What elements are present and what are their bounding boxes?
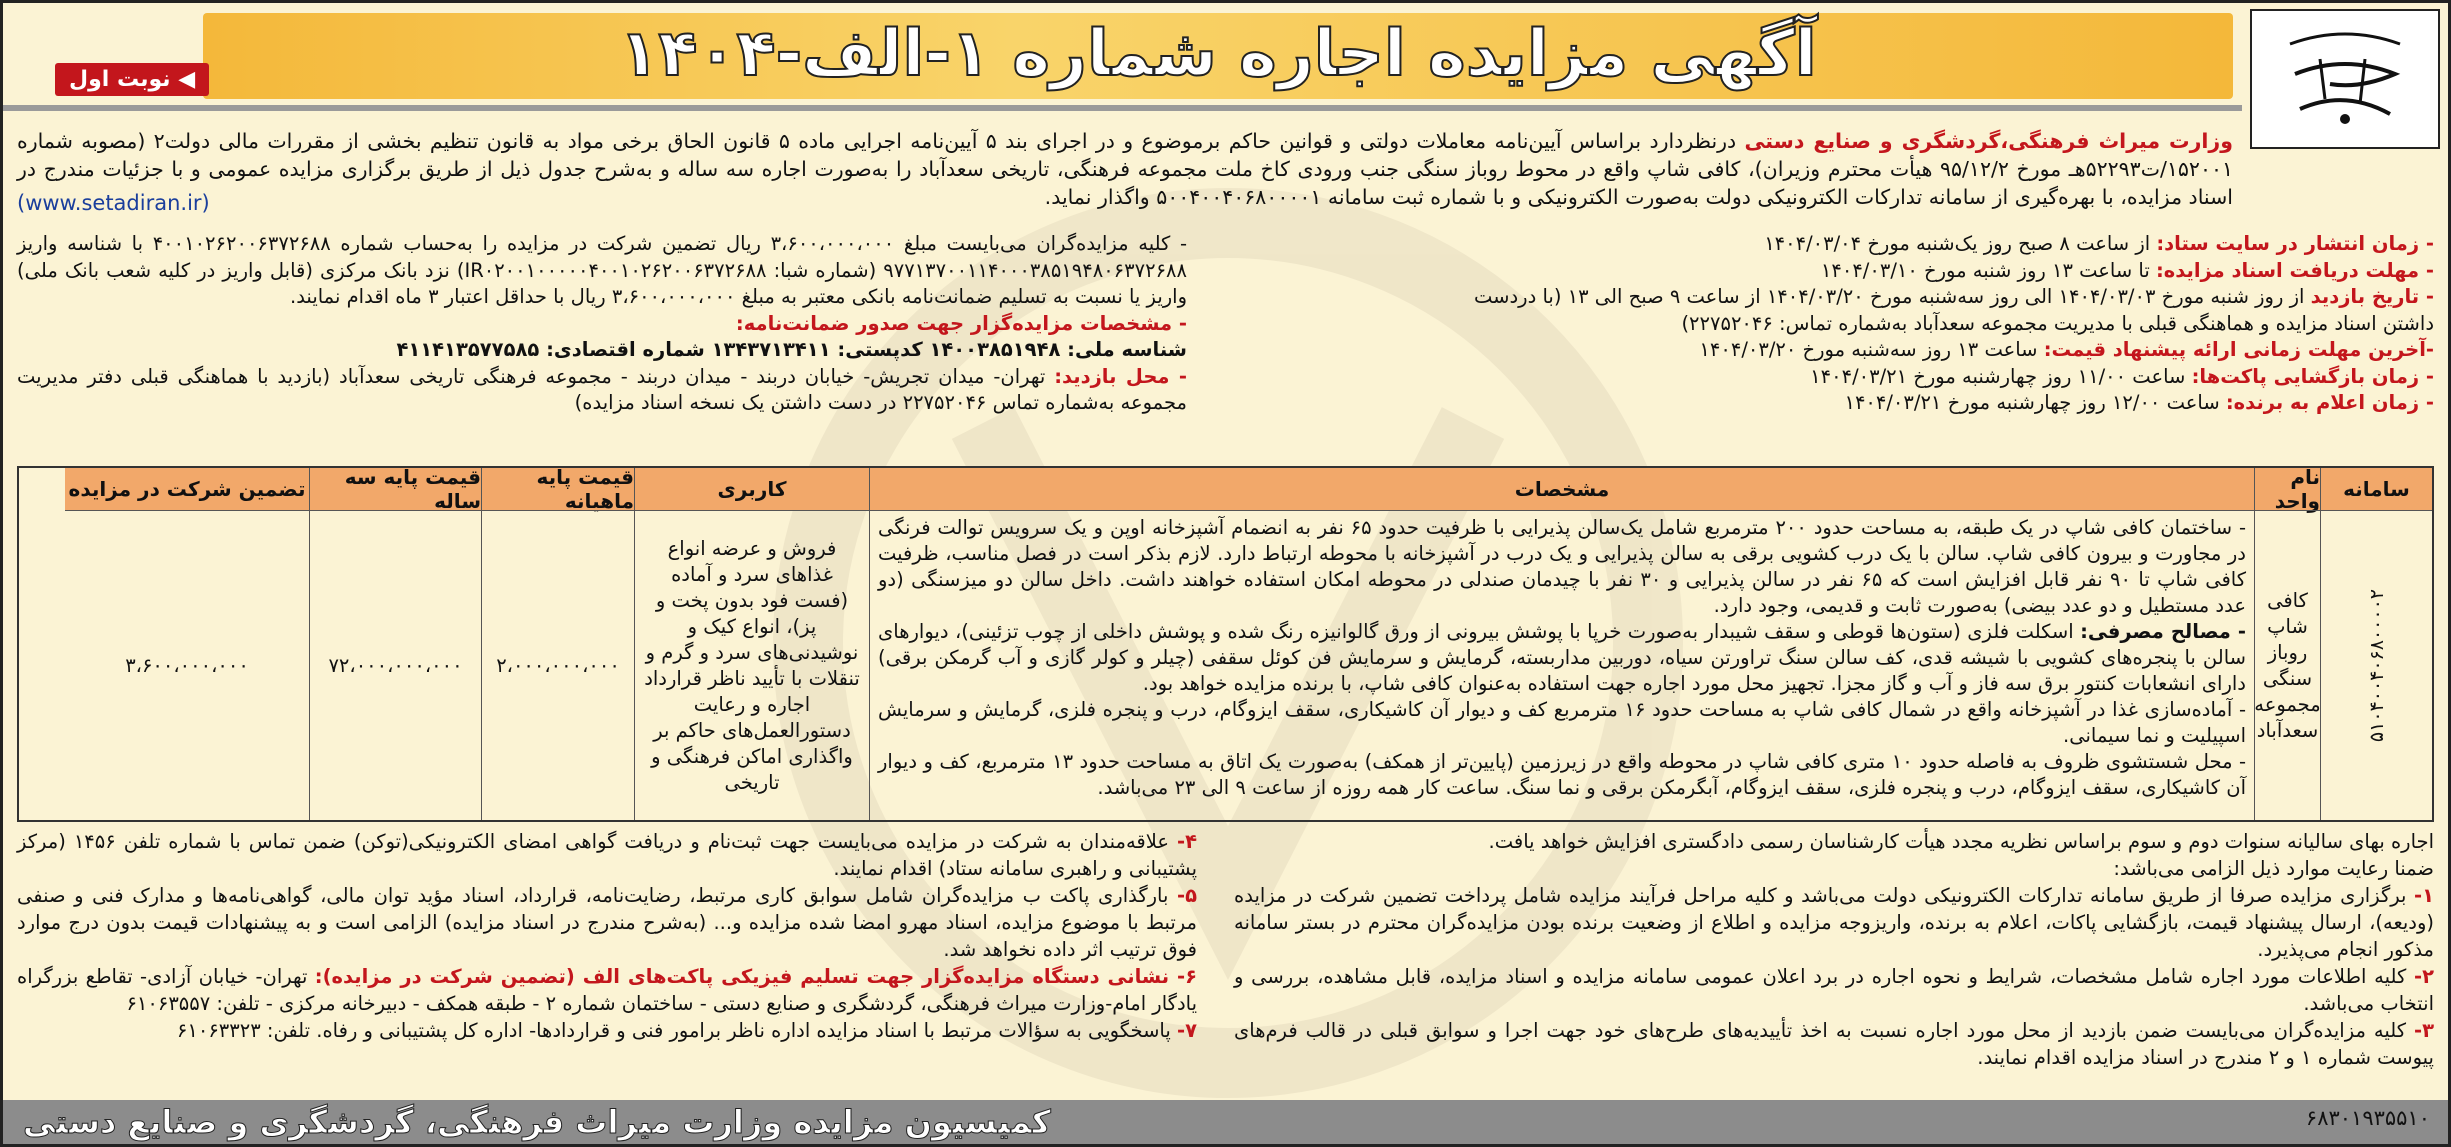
condition-item: ۶- نشانی دستگاه مزایده‌گزار جهت تسلیم فیزیکی پاکت‌های الف (تضمین شرکت در مزایده): تهران- خیابان آزادی- تقاطع بزرگراه یادگار امام-وزارت میراث فرهنگی، گردشگری و صنایع دستی - ساختمان شماره ۲ - طبقه همکف - دبیرخانه مرکزی - تلفن: ۶۱۰۶۳۵۵۷: [17, 965, 1197, 1015]
title-banner: [203, 13, 2233, 99]
header: [3, 3, 2448, 111]
website-link[interactable]: (www.setadiran.ir): [17, 191, 210, 215]
col-header-usage: کاربری: [634, 468, 869, 510]
guarantor-ids: شناسه ملی: ۱۴۰۰۳۸۵۱۹۴۸ کدپستی: ۱۳۴۳۷۱۳۴۱۱ شماره اقتصادی: ۴۱۱۴۱۳۵۷۷۵۸۵: [396, 338, 1187, 361]
deposit-section: [17, 231, 1187, 417]
cell-three-year: ۷۲،۰۰۰،۰۰۰،۰۰۰: [309, 510, 481, 820]
conditions-left: [17, 828, 1197, 1044]
ministry-name: وزارت میراث فرهنگی،گردشگری و صنایع دستی: [1744, 129, 2233, 153]
timeline-item: -آخرین مهلت زمانی ارائه پیشنهاد قیمت: ساعت ۱۳ روز سه‌شنبه مورخ ۱۴۰۴/۰۳/۲۰: [1699, 338, 2434, 361]
cell-specs: - ساختمان کافی شاپ در یک طبقه، به مساحت حدود ۲۰۰ مترمربع شامل یک‌سالن پذیرایی با ظرفیت حدود ۶۵ نفر به انضمام آشپزخانه اوپن و یک سرویس توالت فرنگی در مجاورت و بیرون کافی شاپ. سالن با یک درب کشویی برقی به سالن پذیرایی و یک درب در آشپزخانه با محوطه ارتباط دارد. لازم بذکر است در فصل مناسب، ظرفیت کافی شاپ تا ۹۰ نفر قابل افزایش است که ۶۵ نفر در سالن پذیرایی و ۳۰ نفر با چیدمان صندلی در محوطه امکان استفاده خواهند داشت. داخل سالن دو میزسنگی (دو عدد مستطیل و دو عدد بیضی) به‌صورت ثابت و قدیمی، وجود دارد. - مصالح مصرفی: اسکلت فلزی (ستون‌ها قوطی و سقف شیبدار به‌صورت خرپا با پوشش بیرونی از ورق گالوانیزه رنگ شده و پوشش داخلی از چوب تزئینی)، دیوارهای سالن با پنجره‌های کشویی با شیشه قدی، کف سالن سنگ تراورتن سیاه، دوربین مداربسته، گرمایش و سرمایش فن کوئل سقفی (چیلر و کولر گازی و آب گرمکن برقی) دارای انشعابات کنتور برق سه فاز و آب و گاز مجزا. تجهیز محل مورد اجاره جهت استفاده به‌عنوان کافی شاپ، با برنده مزایده خواهد بود. - آماده‌سازی غذا در آشپزخانه واقع در شمال کافی شاپ به مساحت حدود ۱۶ مترمربع کف و دیوار آن کاشیکاری، سقف ایزوگام، درب و پنجره فلزی، گرمایش و سرمایش اسپیلیت و نما سیمانی. - محل شستشوی ظروف به فاصله حدود ۱۰ متری کافی شاپ در محوطه واقع در زیرزمین (پایین‌تر از همکف) به‌صورت یک اتاق به مساحت حدود ۱۳ مترمربع، کف و دیوار آن کاشیکاری، سقف ایزوگام، درب و پنجره فلزی، سقف ایزوگام، آبگرمکن برقی و نما سنگ. ساعت کار همه روزه از ساعت ۹ الی ۲۳ می‌باشد.: [869, 510, 2254, 820]
col-header-three-year: قیمت پایه سه ساله: [309, 468, 481, 510]
turn-badge-label: نوبت اول: [69, 67, 171, 92]
condition-item: ۷- پاسخگویی به سؤالات مرتبط با اسناد مزایده اداره ناظر برامور فنی و قراردادها- اداره کل پشتیبانی و رفاه. تلفن: ۶۱۰۶۳۳۲۳: [176, 1019, 1197, 1042]
header-divider: [3, 105, 2242, 111]
condition-item: ۵- بارگذاری پاکت ب مزایده‌گران شامل سوابق کاری مرتبط، رضایت‌نامه، قرارداد، اسناد مؤید توان مالی، گواهی‌نامه‌ها و مدارک فنی و صنفی مرتبط با موضوع مزایده، اسناد مهرو امضا شده مزایده و... (به‌شرح مندرج در اسناد مزایده) الزامی است و به پیشنهادات قیمت بدون درج موارد فوق ترتیب اثر داده نخواهد شد.: [17, 884, 1197, 961]
cell-unit: کافی شاپ روباز سنگی مجموعه سعدآباد: [2254, 510, 2320, 820]
notice-code: ۶۸۳۰۱۹۳۵۵۱۰: [2305, 1106, 2430, 1130]
guarantor-spec-label: - مشخصات مزایده‌گزار جهت صدور ضمانت‌نامه:: [735, 311, 1187, 335]
timeline-list: [1434, 231, 2434, 417]
conditions-right: اجاره بهای سالیانه سنوات دوم و سوم براساس نظریه مجدد هیأت کارشناسان رسمی دادگستری افزایش خواهد یافت. ضمنا رعایت موارد ذیل الزامی می‌باشد: ۱- برگزاری مزایده صرفا از طریق سامانه تدارکات الکترونیکی دولت می‌باشد و کلیه مراحل فرآیند مزایده شامل پرداخت تضمین شرکت در مزایده (ودیعه)، ارسال پیشنهاد قیمت، بازگشایی پاکات، اعلام به برنده، واریزوجه مزایده و اطلاع از وضعیت برنده بودن مزایده‌گران محترم در بستر سامانه مذکور انجام می‌پذیرد. ۲- کلیه اطلاعات مورد اجاره شامل مشخصات، شرایط و نحوه اجاره در برد اعلان عمومی سامانه مزایده و اسناد مزایده، قابل مشاهده، بررسی و انتخاب می‌باشد. ۳- کلیه مزایده‌گران می‌بایست ضمن بازدید از محل مورد اجاره نسبت به اخذ تأییدیه‌های طرح‌های خود جهت اجرا و سوابق قبلی در قالب فرم‌های پیوست شماره ۱ و ۲ مندرج در اسناد مزایده اقدام نمایند.: [1234, 830, 2434, 1069]
play-arrow-icon: ◀: [178, 67, 196, 92]
cell-usage: فروش و عرضه انواع غذاهای سرد و آماده (فست فود بدون پخت و پز)، انواع کیک و نوشیدنی‌های سرد و گرم و تنقلات با تأیید ناظر قرارداد اجاره و رعایت دستورالعمل‌های حاکم بر واگذاری اماکن فرهنگی و تاریخی: [634, 510, 869, 820]
auction-table: [17, 466, 2434, 822]
timeline-item: - تاریخ بازدید از روز شنبه مورخ ۱۴۰۴/۰۳/۰۳ الی روز سه‌شنبه مورخ ۱۴۰۴/۰۳/۲۰ از ساعت ۹ صبح الی ۱۳ (با دردست داشتن اسناد مزایده و هماهنگی قبلی با مدیریت مجموعه سعدآباد به‌شماره تماس: ۲۲۷۵۲۰۴۶): [1473, 285, 2434, 335]
condition-item: ۳- کلیه مزایده‌گران می‌بایست ضمن بازدید از محل مورد اجاره نسبت به اخذ تأییدیه‌های طرح‌های خود جهت اجرا و سوابق قبلی در قالب فرم‌های پیوست شماره ۱ و ۲ مندرج در اسناد مزایده اقدام نمایند.: [1234, 1019, 2434, 1069]
condition-item: ۱- برگزاری مزایده صرفا از طریق سامانه تدارکات الکترونیکی دولت می‌باشد و کلیه مراحل فرآیند مزایده شامل پرداخت تضمین شرکت در مزایده (ودیعه)، ارسال پیشنهاد قیمت، بازگشایی پاکات، اعلام به برنده، واریزوجه مزایده و اطلاع از وضعیت برنده بودن مزایده‌گران محترم در بستر سامانه مذکور انجام می‌پذیرد.: [1234, 884, 2434, 961]
footer-bar: [3, 1100, 2448, 1144]
col-header-specs: مشخصات: [869, 468, 2254, 510]
timeline-item: - زمان اعلام به برنده: ساعت ۱۲/۰۰ روز چهارشنبه مورخ ۱۴۰۴/۰۳/۲۱: [1844, 391, 2434, 414]
col-header-unit: نام واحد: [2254, 468, 2320, 510]
timeline-item: - زمان بازگشایی پاکت‌ها: ساعت ۱۱/۰۰ روز چهارشنبه مورخ ۱۴۰۴/۰۳/۲۱: [1810, 364, 2434, 388]
timeline-item: - مهلت دریافت اسناد مزایده: تا ساعت ۱۳ روز شنبه مورخ ۱۴۰۴/۰۳/۱۰: [1820, 258, 2434, 282]
visit-location: - محل بازدید: تهران- میدان تجریش- خیابان دربند - میدان دربند - مجموعه فرهنگی تاریخی سعدآباد (بازدید با هماهنگی قبلی دفتر مدیریت مجموعه به‌شماره تماس ۲۲۷۵۲۰۴۶ در دست داشتن یک نسخه اسناد مزایده): [17, 364, 1187, 414]
col-header-monthly: قیمت پایه ماهیانه: [481, 468, 634, 510]
ministry-emblem-icon: [2270, 19, 2420, 139]
intro-text: درنظردارد براساس آیین‌نامه معاملات دولتی و قوانین حاکم برموضوع و در اجرای بند ۵ آیین‌نامه اجرایی ماده ۵ قانون الحاق برخی مواد به قانون تنظیم بخشی از مقررات مالی دولت۲ (مصوبه شماره ۱۵۲۰۰۱/ت۵۲۲۹۳هـ مورخ ۹۵/۱۲/۲ هیأت محترم وزیران)، کافی شاپ واقع در محوط روباز سنگی جنب ورودی کاخ ملت مجموعه فرهنگی، تاریخی سعدآباد را به‌صورت اجاره سه ساله و به‌شرح جدول ذیل از طریق برگزاری مزایده عمومی و با جزئیات مندرج در اسناد مزایده، با بهره‌گیری از سامانه تدارکات الکترونیکی دولت به‌صورت الکترونیکی و با شماره ثبت سامانه ۵۰۰۴۰۰۴۰۶۸۰۰۰۰۱ واگذار نماید.: [17, 129, 2233, 209]
page-title: آگهی مزایده اجاره شماره ۱-الف-۱۴۰۴: [619, 17, 1817, 91]
col-header-guarantee: تضمین شرکت در مزایده: [65, 468, 309, 510]
ministry-logo: [2250, 9, 2440, 149]
condition-item: ۲- کلیه اطلاعات مورد اجاره شامل مشخصات، شرایط و نحوه اجاره در برد اعلان عمومی سامانه مزایده و اسناد مزایده، قابل مشاهده، بررسی و انتخاب می‌باشد.: [1234, 965, 2434, 1015]
col-header-system: سامانه: [2320, 468, 2432, 510]
intro-paragraph: [17, 127, 2233, 211]
turn-badge: [55, 63, 209, 96]
cell-system: ۵۱۰۴۰۰۴۰۶۸۰۰۰۰۲: [2320, 510, 2432, 820]
cell-guarantee: ۳،۶۰۰،۰۰۰،۰۰۰: [65, 510, 309, 820]
commission-name: کمیسیون مزایده وزارت میراث فرهنگی، گردشگری و صنایع دستی: [23, 1103, 1051, 1141]
condition-item: ۴- علاقه‌مندان به شرکت در مزایده می‌بایست جهت ثبت‌نام و دریافت گواهی امضای الکترونیکی(توکن) ضمن تماس با شماره تلفن ۱۴۵۶ (مرکز پشتیبانی و راهبری سامانه ستاد) اقدام نمایند.: [17, 830, 1197, 880]
timeline-item: - زمان انتشار در سایت ستاد: از ساعت ۸ صبح روز یک‌شنبه مورخ ۱۴۰۴/۰۳/۰۴: [1764, 232, 2434, 255]
deposit-text: - کلیه مزایده‌گران می‌بایست مبلغ ۳،۶۰۰،۰۰۰،۰۰۰ ریال تضمین شرکت در مزایده را به‌حساب شماره ۴۰۰۱۰۲۶۲۰۰۶۳۷۲۶۸۸ با شناسه واریز ۹۷۷۱۳۷۰۰۱۱۴۰۰۰۳۸۵۱۹۴۸۰۶۳۷۲۶۸۸ (شماره شبا: IR۰۲۰۰۱۰۰۰۰۰۴۰۰۱۰۲۶۲۰۰۶۳۷۲۶۸۸) نزد بانک مرکزی (قابل واریز در کلیه شعب بانک ملی) واریز یا نسبت به تسلیم ضمانت‌نامه بانکی معتبر به مبلغ ۳،۶۰۰،۰۰۰،۰۰۰ ریال با حداقل اعتبار ۳ ماه اقدام نمایند.: [17, 232, 1187, 308]
cell-monthly: ۲،۰۰۰،۰۰۰،۰۰۰: [481, 510, 634, 820]
